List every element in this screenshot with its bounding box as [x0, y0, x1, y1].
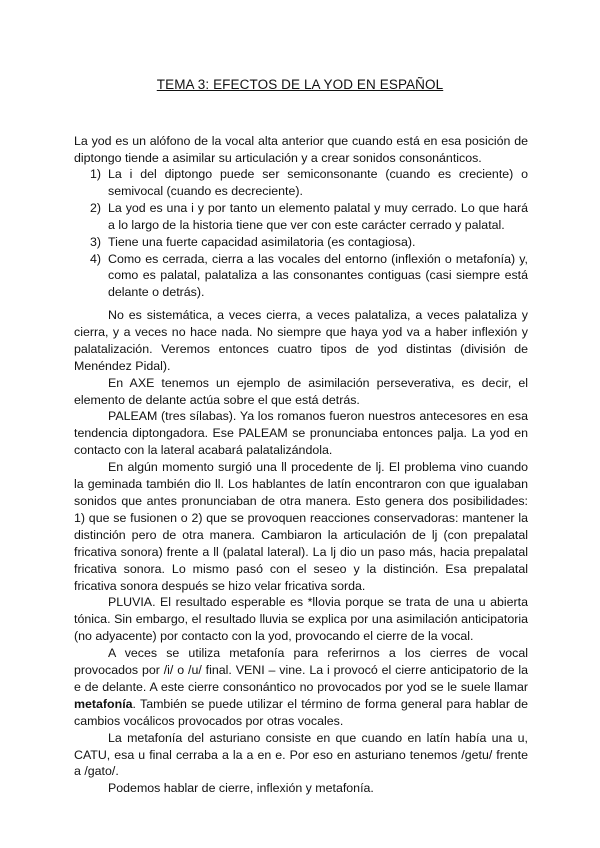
list-item — [90, 234, 528, 251]
page-title: TEMA 3: EFECTOS DE LA YOD EN ESPAÑOL — [156, 77, 444, 92]
metafonia-text-after: . También se puede utilizar el término de forma general para hablar de cambios vocálicos provocados por otras vocales. — [74, 696, 528, 728]
metafonia-paragraph — [74, 645, 528, 730]
list-number: 3) — [90, 234, 102, 249]
list-item — [90, 200, 528, 234]
paragraph: Podemos hablar de cierre, inflexión y metafonía. — [108, 781, 374, 796]
list-item — [90, 166, 528, 200]
list-text: La yod es una i y por tanto un elemento palatal y muy cerrado. Lo que hará a lo largo de la historia tiene que ver con este carácter cerrado y palatal. — [108, 200, 528, 232]
intro-paragraph — [74, 133, 528, 167]
metafonia-term: metafonía — [74, 696, 133, 711]
list-number: 4) — [90, 251, 102, 266]
intro-text: La yod es un alófono de la vocal alta anterior que cuando está en esa posición de diptongo tiende a asimilar su articulación y a crear sonidos consonánticos. — [74, 134, 528, 165]
numbered-list — [90, 166, 528, 301]
paragraph: PALEAM (tres sílabas). Ya los romanos fueron nuestros antecesores en esa tendencia diptongadora. Ese PALEAM se pronunciaba entonces palja. La yod en contacto con la lateral acabará palatalizándola. — [74, 409, 528, 458]
list-number: 2) — [90, 200, 102, 215]
paragraph: En algún momento surgió una ll procedente de lj. El problema vino cuando la geminada también dio ll. Los hablantes de latín encontraron con que igualaban sonidos que antes pronunciaban de otra manera. Esto genera dos posibilidades: 1) que se fusionen o 2) que se provoquen reacciones conservadoras: mantener la distinción pero de otra manera. Cambiaron la articulación de lj (con prepalatal fricativa sonora) frente a ll (palatal lateral). La lj dio un paso más, hacia prepalatal fricativa sonora. Lo mismo pasó con el seseo y la distinción. Esa prepalatal fricativa sonora después se hizo velar fricativa sorda. — [74, 460, 528, 593]
list-number: 1) — [90, 167, 102, 181]
paragraph: En AXE tenemos un ejemplo de asimilación perseverativa, es decir, el elemento de delante actúa sobre el que está detrás. — [74, 375, 528, 407]
list-text: Como es cerrada, cierra a las vocales del entorno (inflexión o metafonía) y, como es palatal, palataliza a las consonantes contiguas (casi siempre está delante o detrás). — [108, 251, 528, 300]
list-text: Tiene una fuerte capacidad asimilatoria (es contagiosa). — [108, 234, 416, 249]
metafonia-text-before: A veces se utiliza metafonía para referirnos a los cierres de vocal provocados por /i/ o /u/ final. VENI – vine. La i provocó el cierre anticipatorio de la e de delante. A este cierre consonántico no provocados por yod se le suele llamar — [74, 646, 528, 694]
paragraph: PLUVIA. El resultado esperable es *llovia porque se trata de una u abierta tónica. Sin embargo, el resultado lluvia se explica por una asimilación anticipatoria (no adyacente) por contacto con la yod, provocando el cierre de la vocal. — [74, 595, 528, 644]
list-text: La i del diptongo puede ser semiconsonante (cuando es creciente) o semivocal (cuando es decreciente). — [108, 167, 528, 198]
paragraph: La metafonía del asturiano consiste en que cuando en latín había una u, CATU, esa u final cerraba a la a en e. Por eso en asturiano tenemos /getu/ frente a /gato/. — [74, 730, 528, 779]
list-item — [90, 251, 528, 302]
paragraph: No es sistemática, a veces cierra, a veces palataliza, a veces palataliza y cierra, y a veces no hace nada. No siempre que haya yod va a haber inflexión y palatalización. Veremos entonces cuatro tipos de yod distintas (división de Menéndez Pidal). — [74, 308, 528, 373]
body-text — [74, 307, 528, 797]
